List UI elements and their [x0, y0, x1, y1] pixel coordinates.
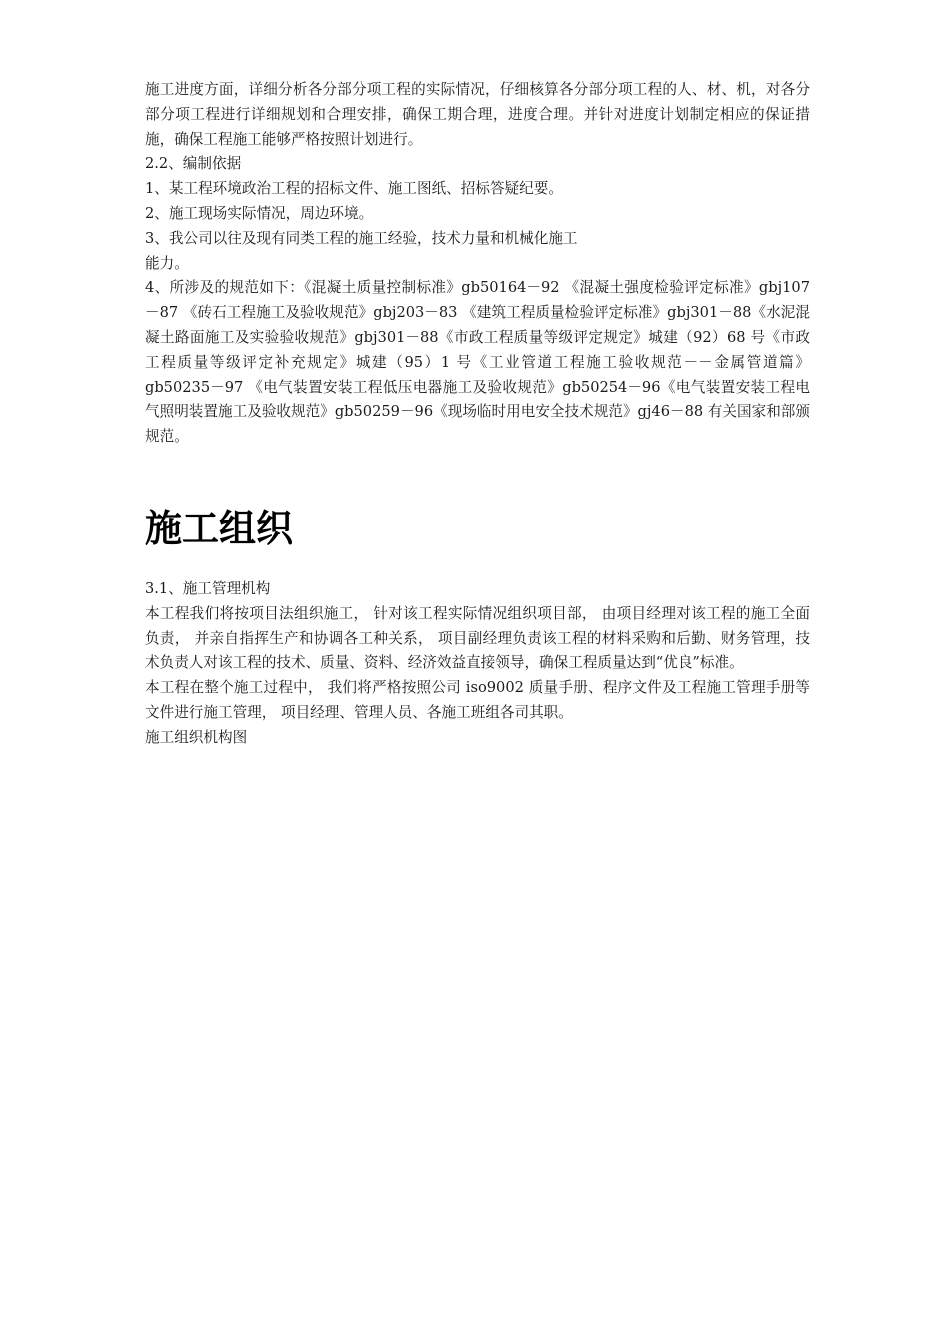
chapter-title: 施工组织 [145, 506, 293, 550]
basis-item-1: 1、某工程环境政治工程的招标文件、施工图纸、招标答疑纪要。 [145, 180, 563, 198]
basis-item-4-standards: 4、所涉及的规范如下：《混凝土质量控制标准》gb50164－92 《混凝土强度检验评定标准》gbj107－87 《砖石工程施工及验收规范》gbj203－83 《建筑工程质量检验评定标准》gbj301－88《水泥混凝土路面施工及实验验收规范》gbj301－88《市政工程质量等级评定规定》城建（92）68 号《市政工程质量等级评定补充规定》城建（95）1 号《工业管道工程施工验收规范－－金属管道篇》 gb50235－97 《电气装置安装工程低压电器施工及验收规范》gb50254－96《电气装置安装工程电气照明装置施工及验收规范》gb50259－96《现场临时用电安全技术规范》gj46－88 有关国家和部颁规范。 [145, 279, 810, 446]
intro-paragraph: 施工进度方面，详细分析各分部分项工程的实际情况，仔细核算各分部分项工程的人、材、机，对各分部分项工程进行详细规划和合理安排，确保工期合理，进度合理。并针对进度计划制定相应的保证措施，确保工程施工能够严格按照计划进行。 [145, 81, 810, 148]
basis-item-3-line-2: 能力。 [145, 254, 189, 272]
basis-item-2: 2、施工现场实际情况，周边环境。 [145, 204, 374, 222]
section-3-1-heading: 3.1、施工管理机构 [145, 579, 271, 597]
section-2-2-heading: 2.2、编制依据 [145, 155, 242, 173]
management-paragraph-1: 本工程我们将按项目法组织施工， 针对该工程实际情况组织项目部， 由项目经理对该工程的施工全面负责， 并亲自指挥生产和协调各工种关系， 项目副经理负责该工程的材料采购和后勤、财务管理，技术负责人对该工程的技术、质量、资料、经济效益直接领导，确保工程质量达到“优良”标准。 [145, 604, 810, 672]
document-page [145, 78, 810, 751]
figure-caption: 施工组织机构图 [145, 728, 248, 746]
management-paragraph-2: 本工程在整个施工过程中， 我们将严格按照公司 iso9002 质量手册、程序文件及工程施工管理手册等文件进行施工管理， 项目经理、管理人员、各施工班组各司其职。 [145, 679, 810, 721]
basis-item-3-line-1: 3、我公司以往及现有同类工程的施工经验，技术力量和机械化施工 [145, 229, 578, 247]
